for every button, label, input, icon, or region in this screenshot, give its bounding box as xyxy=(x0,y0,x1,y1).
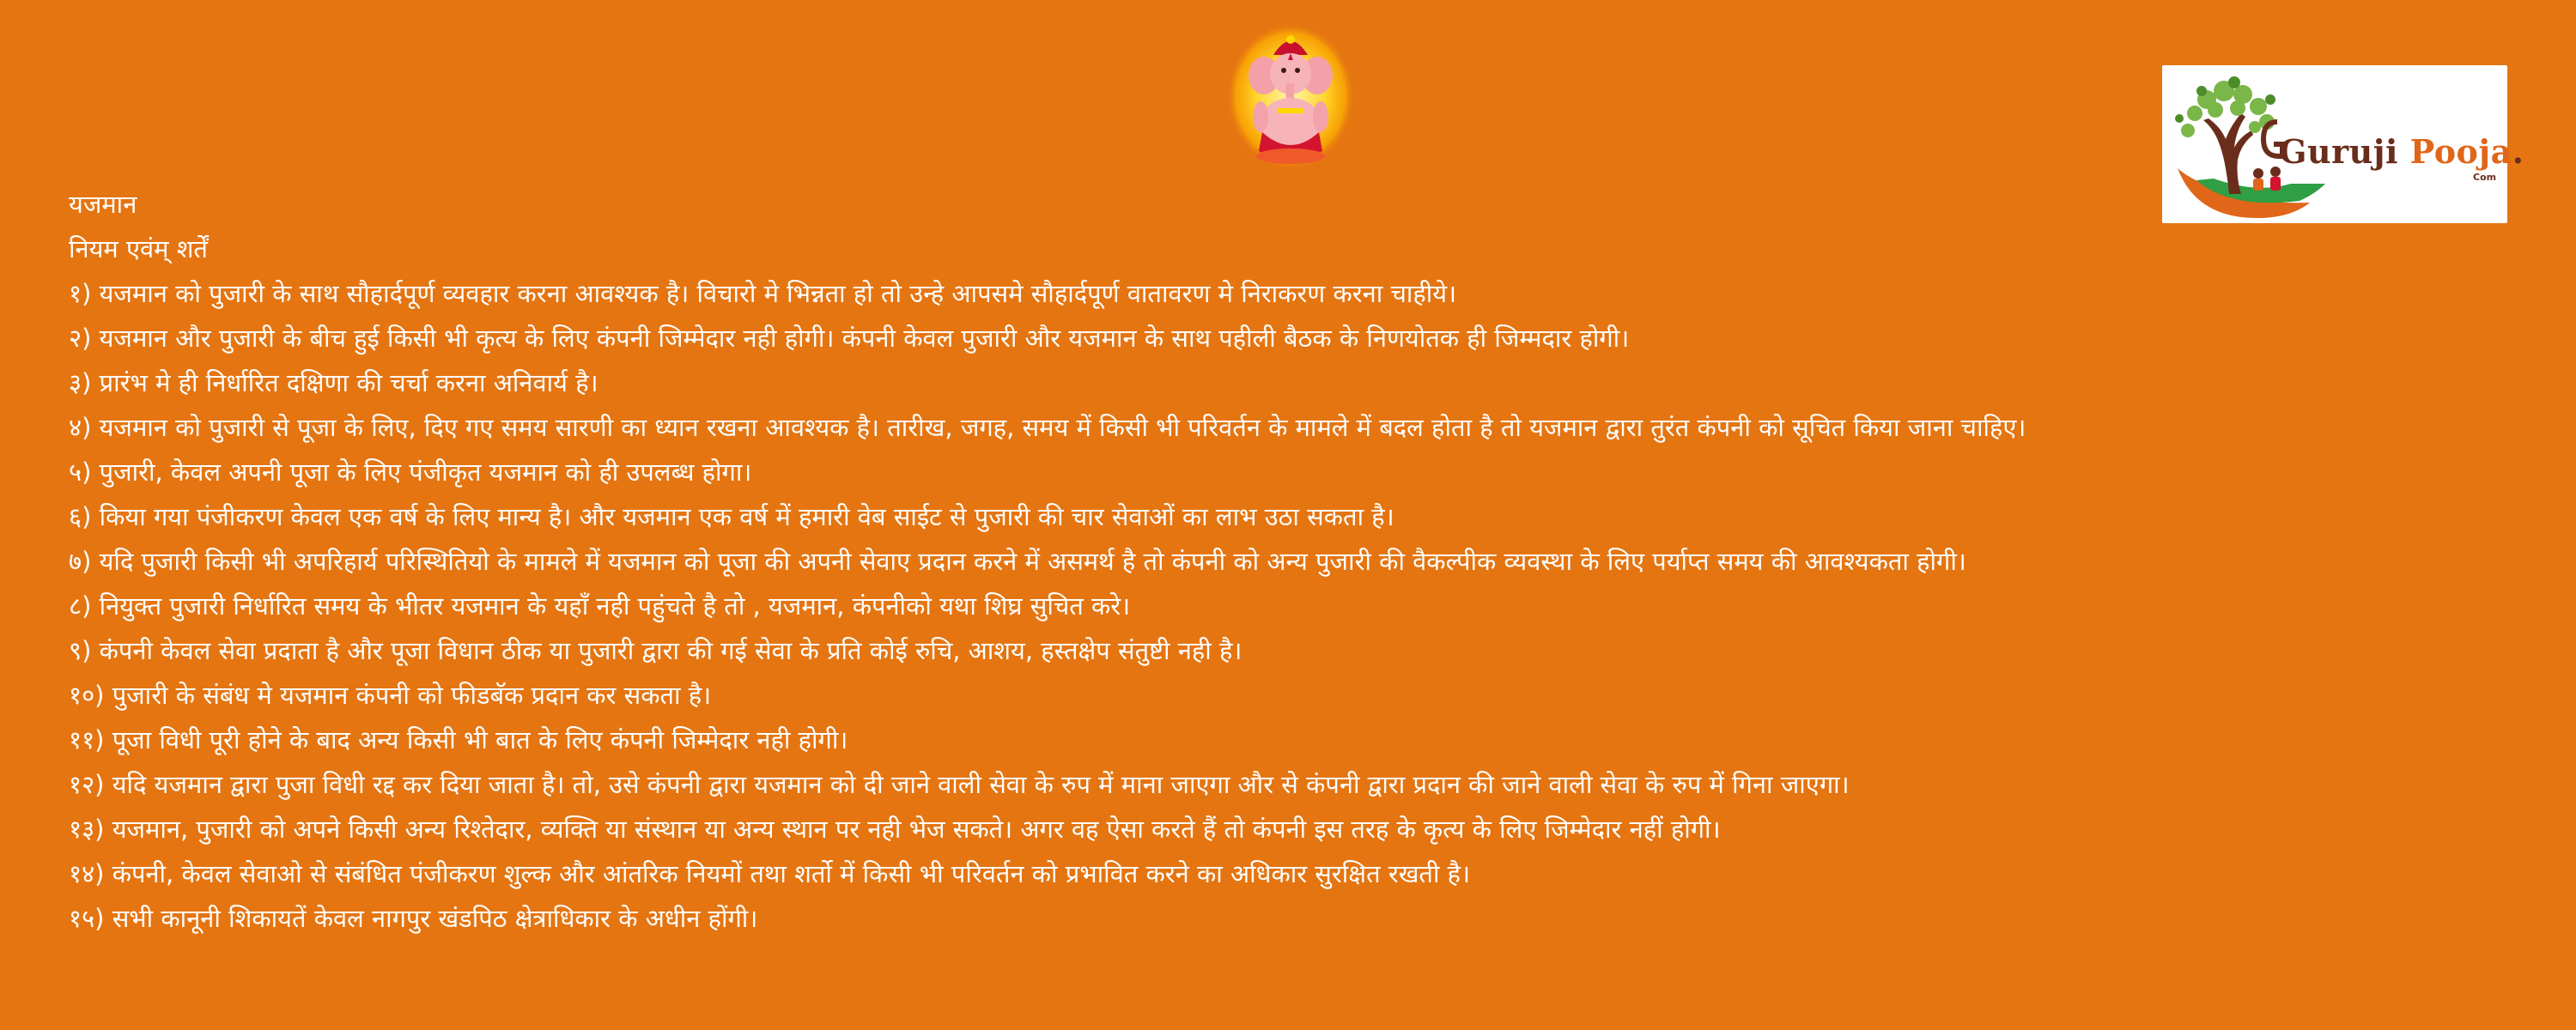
section-title: यजमान xyxy=(69,190,137,219)
rule-item-4: ४) यजमान को पुजारी से पूजा के लिए, दिए गए समय सारणी का ध्यान रखना आवश्यक है। तारीख, जगह, समय में किसी भी परिवर्तन के मामले में बदल होता है तो यजमान द्वारा तुरंत कंपनी को सूचित किया जाना चाहिए। xyxy=(69,413,2026,442)
rule-item-9: ९) कंपनी केवल सेवा प्रदाता है और पूजा विधान ठीक या पुजारी द्वारा की गई सेवा के प्रति कोई रुचि, आशय, हस्तक्षेप संतुष्टी नही है। xyxy=(69,636,1242,665)
rule-item-14: १४) कंपनी, केवल सेवाओ से संबंधित पंजीकरण शुल्क और आंतरिक नियमों तथा शर्तो में किसी भी परिवर्तन को प्रभावित करने का अधिकार सुरक्षित रखती है। xyxy=(69,859,1471,888)
rule-item-13: १३) यजमान, पुजारी को अपने किसी अन्य रिश्तेदार, व्यक्ति या संस्थान या अन्य स्थान पर नही भेज सकते। अगर वह ऐसा करते हैं तो कंपनी इस तरह के कृत्य के लिए जिम्मेदार नहीं होगी। xyxy=(69,815,1721,844)
ganesha-idol-image xyxy=(1226,22,1355,170)
rule-item-6: ६) किया गया पंजीकरण केवल एक वर्ष के लिए मान्य है। और यजमान एक वर्ष में हमारी वेब साईट से पुजारी की चार सेवाओं का लाभ उठा सकता है। xyxy=(69,502,1394,531)
rule-item-2: २) यजमान और पुजारी के बीच हुई किसी भी कृत्य के लिए कंपनी जिम्मेदार नही होगी। कंपनी केवल पुजारी और यजमान के साथ पहीली बैठक के निणयोतक ही जिम्मदार होगी। xyxy=(69,324,1630,353)
rule-item-3: ३) प्रारंभ मे ही निर्धारित दक्षिणा की चर्चा करना अनिवार्य है। xyxy=(69,368,598,397)
rule-item-8: ८) नियुक्त पुजारी निर्धारित समय के भीतर यजमान के यहाँ नही पहुंचते है तो , यजमान, कंपनीको यथा शिघ्र सुचित करे। xyxy=(69,591,1131,621)
logo-com-suffix: Com xyxy=(2473,172,2497,183)
terms-content xyxy=(69,182,2524,941)
rule-item-10: १०) पुजारी के संबंध मे यजमान कंपनी को फीडबॅक प्रदान कर सकता है। xyxy=(69,681,712,710)
logo-wordmark xyxy=(2279,132,2524,171)
section-subtitle: नियम एवंम् शर्तें xyxy=(69,234,208,264)
rule-item-12: १२) यदि यजमान द्वारा पुजा विधी रद्द कर दिया जाता है। तो, उसे कंपनी द्वारा यजमान को दी जाने वाली सेवा के रुप में माना जाएगा और से कंपनी द्वारा प्रदान की जाने वाली सेवा के रुप में गिना जाएगा। xyxy=(69,770,1850,799)
logo-dot: . xyxy=(2512,132,2524,171)
logo-word-pooja: Pooja xyxy=(2409,132,2512,171)
rule-item-15: १५) सभी कानूनी शिकायतें केवल नागपुर खंडपिठ क्षेत्राधिकार के अधीन होंगी। xyxy=(69,904,758,933)
rule-item-5: ५) पुजारी, केवल अपनी पूजा के लिए पंजीकृत यजमान को ही उपलब्ध होगा। xyxy=(69,457,752,487)
rule-item-1: १) यजमान को पुजारी के साथ सौहार्दपूर्ण व्यवहार करना आवश्यक है। विचारो मे भिन्नता हो तो उन्हे आपसमे सौहार्दपूर्ण वातावरण मे निराकरण करना चाहीये। xyxy=(69,279,1457,308)
logo-word-guruji: Guruji xyxy=(2279,132,2398,171)
rule-item-7: ७) यदि पुजारी किसी भी अपरिहार्य परिस्थितियो के मामले में यजमान को पूजा की अपनी सेवाए प्रदान करने में असमर्थ है तो कंपनी को अन्य पुजारी की वैकल्पीक व्यवस्था के लिए पर्याप्त समय की आवश्यकता होगी। xyxy=(69,547,1966,576)
rule-item-11: ११) पूजा विधी पूरी होने के बाद अन्य किसी भी बात के लिए कंपनी जिम्मेदार नही होगी। xyxy=(69,725,848,754)
